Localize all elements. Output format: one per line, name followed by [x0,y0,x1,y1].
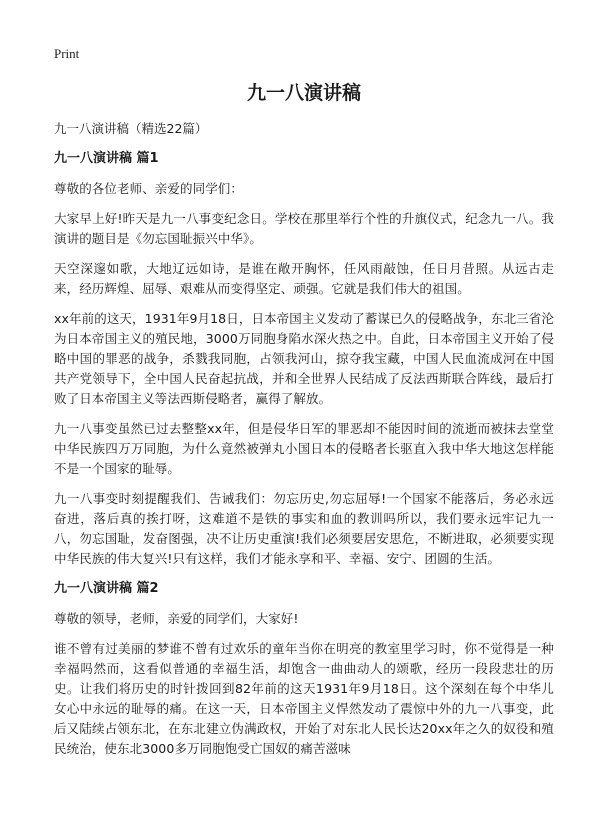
paragraph: 尊敬的各位老师、亲爱的同学们： [54,181,244,196]
print-link[interactable]: Print [54,46,80,61]
document-title: 九一八演讲稿 [246,82,361,104]
paragraph: 大家早上好!昨天是九一八事变纪念日。学校在那里举行个性的升旗仪式，纪念九一八。我演讲的题目是《勿忘国耻振兴中华》。 [54,211,554,246]
section-1 [54,149,554,569]
paragraph: xx年前的这天，1931年9月18日，日本帝国主义发动了蓄谋已久的侵略战争，东北三省沦为日本帝国主义的殖民地，3000万同胞身陷水深火热之中。自此，日本帝国主义开始了侵略中国的罪恶的战争，杀戮我同胞，占领我河山，掠夺我宝藏，中国人民血流成河在中国共产党领导下，全中国人民奋起抗战，并和全世界人民结成了反法西斯联合阵线，最后打败了日本帝国主义等法西斯侵略者，赢得了解放。 [54,311,554,406]
section-heading: 九一八演讲稿 篇2 [54,581,159,596]
paragraph: 九一八事变时刻提醒我们、告诫我们：勿忘历史,勿忘屈辱!一个国家不能落后，务必永远奋进，落后真的挨打呀，这难道不是铁的事实和血的教训吗所以，我们要永远牢记九一八，勿忘国耻，发奋图强，决不让历史重演!我们必须要居安思危，不断进取，必须要实现中华民族的伟大复兴!只有这样，我们才能永享和平、幸福、安宁、团圆的生活。 [54,491,554,566]
section-2 [54,579,554,759]
section-heading: 九一八演讲稿 篇1 [54,151,159,166]
document-subtitle: 九一八演讲稿（精选22篇） [54,121,208,136]
paragraph: 天空深邃如歌，大地辽远如诗，是谁在敞开胸怀，任风雨敲蚀，任日月昔照。从远古走来，经历辉煌、屈辱、艰难从而变得坚定、顽强。它就是我们伟大的祖国。 [54,261,554,296]
paragraph: 谁不曾有过美丽的梦谁不曾有过欢乐的童年当你在明亮的教室里学习时，你不觉得是一种幸福吗然而，这看似普通的幸福生活，却饱含一曲曲动人的颂歌，经历一段段悲壮的历史。让我们将历史的时针拨回到82年前的这天1931年9月18日。这个深刻在每个中华儿女心中永远的耻辱的痛。在这一天，日本帝国主义悍然发动了震惊中外的九一八事变，此后又陆续占领东北，在东北建立伪满政权，开始了对东北人民长达20xx年之久的奴役和殖民统治，使东北3000多万同胞饱受亡国奴的痛苦滋味 [54,641,554,756]
paragraph: 尊敬的领导，老师，亲爱的同学们，大家好! [54,611,299,626]
document-body [54,80,554,769]
paragraph: 九一八事变虽然已过去整整xx年，但是侵华日军的罪恶却不能因时间的流逝而被抹去堂堂中华民族四万万同胞，为什么竟然被弹丸小国日本的侵略者长驱直入我中华大地这怎样能不是一个国家的耻辱。 [54,421,554,476]
